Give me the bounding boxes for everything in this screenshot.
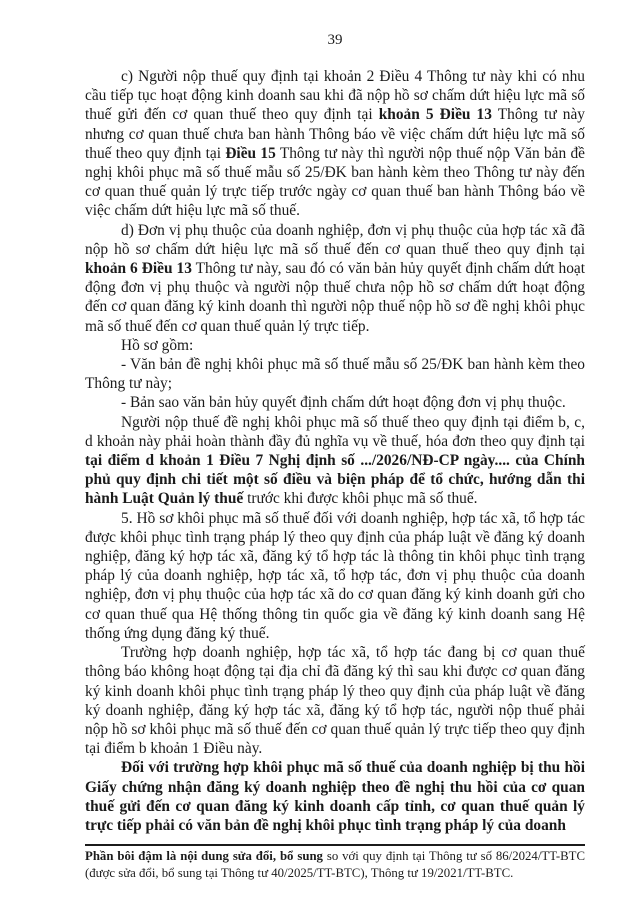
paragraph-point-d bbox=[85, 221, 585, 336]
page-number: 39 bbox=[327, 32, 343, 48]
paragraph-obligation bbox=[85, 413, 585, 509]
footer-note-bold: Phần bôi đậm là nội dung sửa đổi, bổ sung bbox=[85, 849, 323, 863]
paragraph-dossier-item-2 bbox=[85, 393, 585, 412]
paragraph-dossier-heading bbox=[85, 336, 585, 355]
paragraph-inactive-address bbox=[85, 643, 585, 758]
document-body bbox=[85, 67, 585, 835]
text-run-bold: Điều 15 bbox=[225, 144, 276, 162]
text-run: 5. Hồ sơ khôi phục mã số thuế đối với doanh nghiệp, hợp tác xã, tổ hợp tác được khôi phục tình trạng pháp lý theo quy định của pháp luật về đăng ký doanh nghiệp, đăng ký hợp tác xã, đăng ký tổ hợp tác là thông tin khôi phục tình trạng pháp lý của doanh nghiệp, hợp tác xã, tổ hợp tác, đơn vị phụ thuộc của doanh nghiệp, đơn vị phụ thuộc của hợp tác xã do cơ quan đăng ký kinh doanh gửi cho cơ quan thuế qua Hệ thống thông tin quốc gia về đăng ký kinh doanh sang Hệ thống ứng dụng đăng ký thuế. bbox=[85, 509, 585, 642]
text-run-bold: Đối với trường hợp khôi phục mã số thuế của doanh nghiệp bị thu hồi Giấy chứng nhận đăng ký doanh nghiệp theo đề nghị thu hồi của cơ quan thuế gửi đến cơ quan đăng ký kinh doanh cấp tỉnh, cơ quan thuế quản lý trực tiếp phải có văn bản đề nghị khôi phục tình trạng pháp lý của doanh bbox=[85, 759, 585, 834]
footer-divider bbox=[85, 844, 585, 846]
footer-note-rest: so với quy định tại Thông tư số 86/2024/TT-BTC (được sửa đổi, bổ sung tại Thông tư 40/2025/TT-BTC), Thông tư 19/2021/TT-BTC. bbox=[85, 849, 585, 880]
paragraph-clause-5 bbox=[85, 509, 585, 643]
text-run-bold: tại điểm d khoản 1 Điều 7 Nghị định số .../2026/NĐ-CP ngày.... của Chính phủ quy định chi tiết một số điều và biện pháp để tổ chức, hướng dẫn thi hành Luật Quản lý thuế bbox=[85, 452, 585, 508]
text-run: Hồ sơ gồm: bbox=[121, 336, 194, 354]
text-run: - Bản sao văn bản hủy quyết định chấm dứt hoạt động đơn vị phụ thuộc. bbox=[121, 394, 566, 412]
text-run: d) Đơn vị phụ thuộc của doanh nghiệp, đơn vị phụ thuộc của hợp tác xã đã nộp hồ sơ chấm dứt hiệu lực mã số thuế đến cơ quan thuế theo quy định tại bbox=[85, 221, 585, 258]
text-run: - Văn bản đề nghị khôi phục mã số thuế mẫu số 25/ĐK ban hành kèm theo Thông tư này; bbox=[85, 356, 585, 393]
paragraph-revoked-certificate bbox=[85, 758, 585, 835]
footer-note bbox=[85, 848, 585, 882]
text-run: trước khi được khôi phục mã số thuế. bbox=[243, 490, 478, 508]
paragraph-dossier-item-1 bbox=[85, 355, 585, 393]
text-run-bold: khoản 6 Điều 13 bbox=[85, 260, 192, 278]
text-run: Thông tư này, sau đó có văn bản hủy quyết định chấm dứt hoạt động đơn vị phụ thuộc và người nộp thuế chưa nộp hồ sơ chấm dứt hoạt động đến cơ quan đăng ký kinh doanh thì người nộp thuế nộp hồ sơ đề nghị khôi phục mã số thuế đến cơ quan thuế quản lý trực tiếp. bbox=[85, 260, 585, 335]
page-footer bbox=[85, 844, 585, 882]
text-run: Thông tư này nhưng cơ quan thuế chưa ban hành Thông báo về việc chấm dứt hiệu lực mã số thuế theo quy định tại bbox=[85, 106, 585, 162]
paragraph-point-c bbox=[85, 67, 585, 221]
text-run: Thông tư này thì người nộp thuế nộp Văn bản đề nghị khôi phục mã số thuế mẫu số 25/ĐK ban hành kèm theo Thông tư này đến cơ quan thuế quản lý trực tiếp trước ngày cơ quan thuế ban hành Thông báo về việc chấm dứt hiệu lực mã số thuế. bbox=[85, 144, 585, 220]
text-run: c) Người nộp thuế quy định tại khoản 2 Điều 4 Thông tư này khi có nhu cầu tiếp tục hoạt động kinh doanh sau khi đã nộp hồ sơ chấm dứt hiệu lực mã số thuế gửi đến cơ quan thuế theo quy định tại bbox=[85, 68, 585, 124]
text-run: Trường hợp doanh nghiệp, hợp tác xã, tổ hợp tác đang bị cơ quan thuế thông báo không hoạt động tại địa chỉ đã đăng ký thì sau khi được cơ quan đăng ký kinh doanh khôi phục tình trạng pháp lý theo quy định của pháp luật về đăng ký doanh nghiệp, đăng ký hợp tác xã, đăng ký tổ hợp tác, người nộp thuế phải nộp hồ sơ khôi phục mã số thuế đến cơ quan thuế quản lý trực tiếp theo quy định tại điểm b khoản 1 Điều này. bbox=[85, 644, 585, 758]
text-run: Người nộp thuế đề nghị khôi phục mã số thuế theo quy định tại điểm b, c, d khoản này phải hoàn thành đầy đủ nghĩa vụ về thuế, hóa đơn theo quy định tại bbox=[85, 413, 585, 450]
text-run-bold: khoản 5 Điều 13 bbox=[378, 106, 492, 124]
